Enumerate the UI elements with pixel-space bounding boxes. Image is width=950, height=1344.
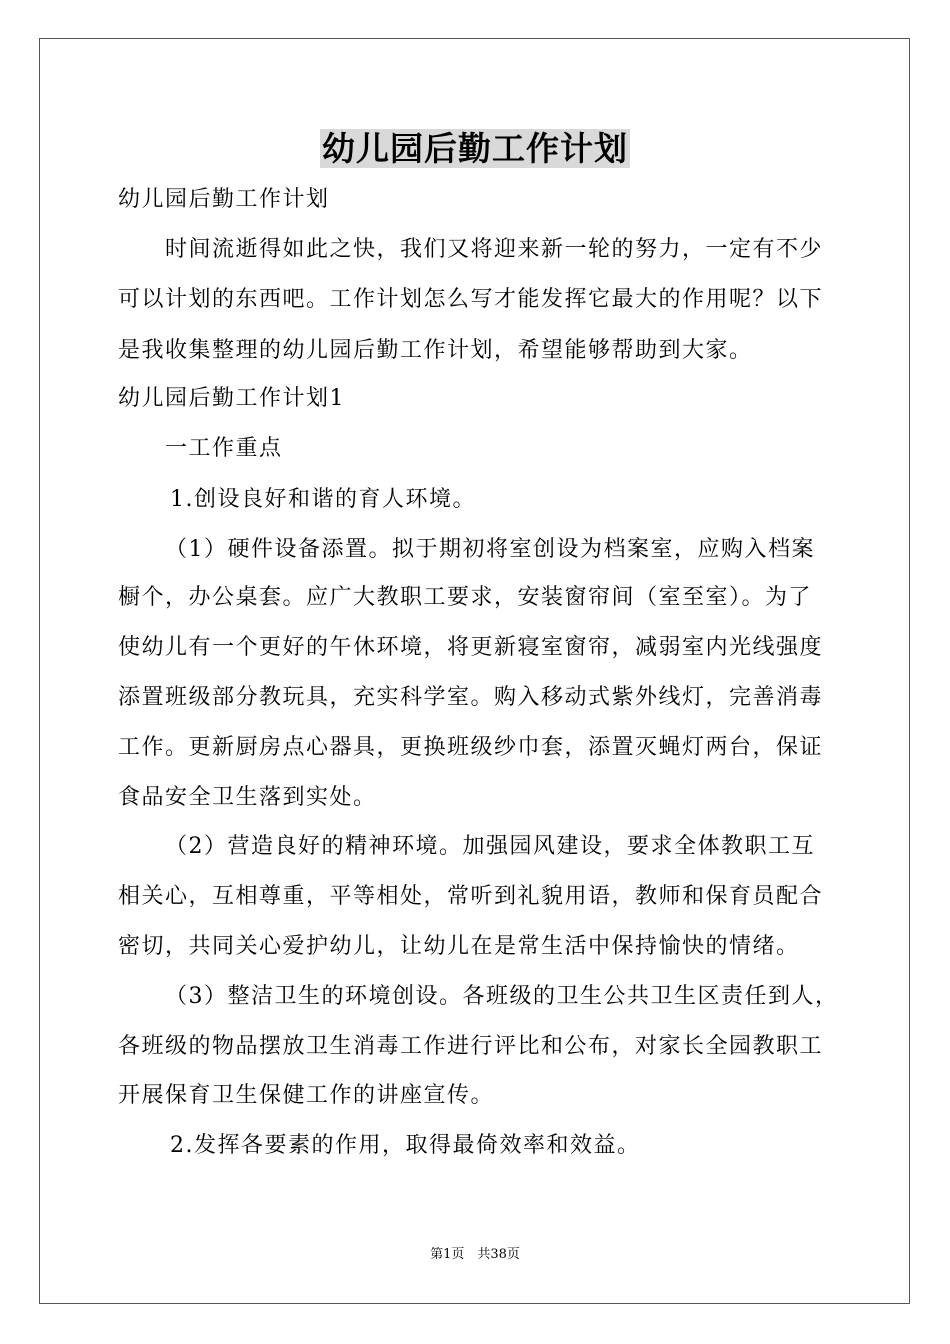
- document-title: [0, 126, 950, 172]
- paragraph-line: 各班级的物品摆放卫生消毒工作进行评比和公布，对家长全园教职工: [118, 1034, 824, 1059]
- paragraph-line: 使幼儿有一个更好的午休环境，将更新寝室窗帘，减弱室内光线强度: [118, 635, 824, 660]
- paragraph-line: （3）整洁卫生的环境创设。各班级的卫生公共卫生区责任到人，: [165, 984, 839, 1009]
- paragraph-line: 是我收集整理的幼儿园后勤工作计划，希望能够帮助到大家。: [118, 338, 753, 363]
- paragraph-line: 密切，共同关心爱护幼儿，让幼儿在是常生活中保持愉快的情绪。: [118, 934, 800, 959]
- subtitle-line: 幼儿园后勤工作计划: [118, 187, 330, 212]
- list-item-heading: 1.创设良好和谐的育人环境。: [170, 487, 476, 512]
- paragraph-line: 添置班级部分教玩具，充实科学室。购入移动式紫外线灯，完善消毒: [118, 685, 824, 710]
- paragraph-line: 时间流逝得如此之快，我们又将迎来新一轮的努力，一定有不少: [165, 237, 824, 262]
- paragraph-line: （1）硬件设备添置。拟于期初将室创设为档案室，应购入档案: [165, 537, 815, 562]
- list-item-heading: 2.发挥各要素的作用，取得最倚效率和效益。: [170, 1133, 641, 1158]
- page-border: [39, 38, 910, 1304]
- paragraph-line: 相关心，互相尊重，平等相处，常听到礼貌用语，教师和保育员配合: [118, 884, 824, 909]
- section-heading: 幼儿园后勤工作计划1: [118, 386, 345, 411]
- section-subheading: 一工作重点: [165, 436, 283, 461]
- paragraph-line: 橱个，办公桌套。应广大教职工要求，安装窗帘间（室至室）。为了: [118, 585, 813, 610]
- paragraph-line: 可以计划的东西吧。工作计划怎么写才能发挥它最大的作用呢？以下: [118, 287, 824, 312]
- paragraph-line: （2）营造良好的精神环境。加强园风建设，要求全体教职工互: [165, 834, 815, 859]
- document-title-text: 幼儿园后勤工作计划: [322, 129, 628, 168]
- paragraph-line: 开展保育卫生保健工作的讲座宣传。: [118, 1083, 495, 1108]
- paragraph-line: 工作。更新厨房点心器具，更换班级纱巾套，添置灭蝇灯两台，保证: [118, 735, 824, 760]
- page-footer: 第1页 共38页: [430, 1247, 520, 1262]
- paragraph-line: 食品安全卫生落到实处。: [118, 785, 377, 810]
